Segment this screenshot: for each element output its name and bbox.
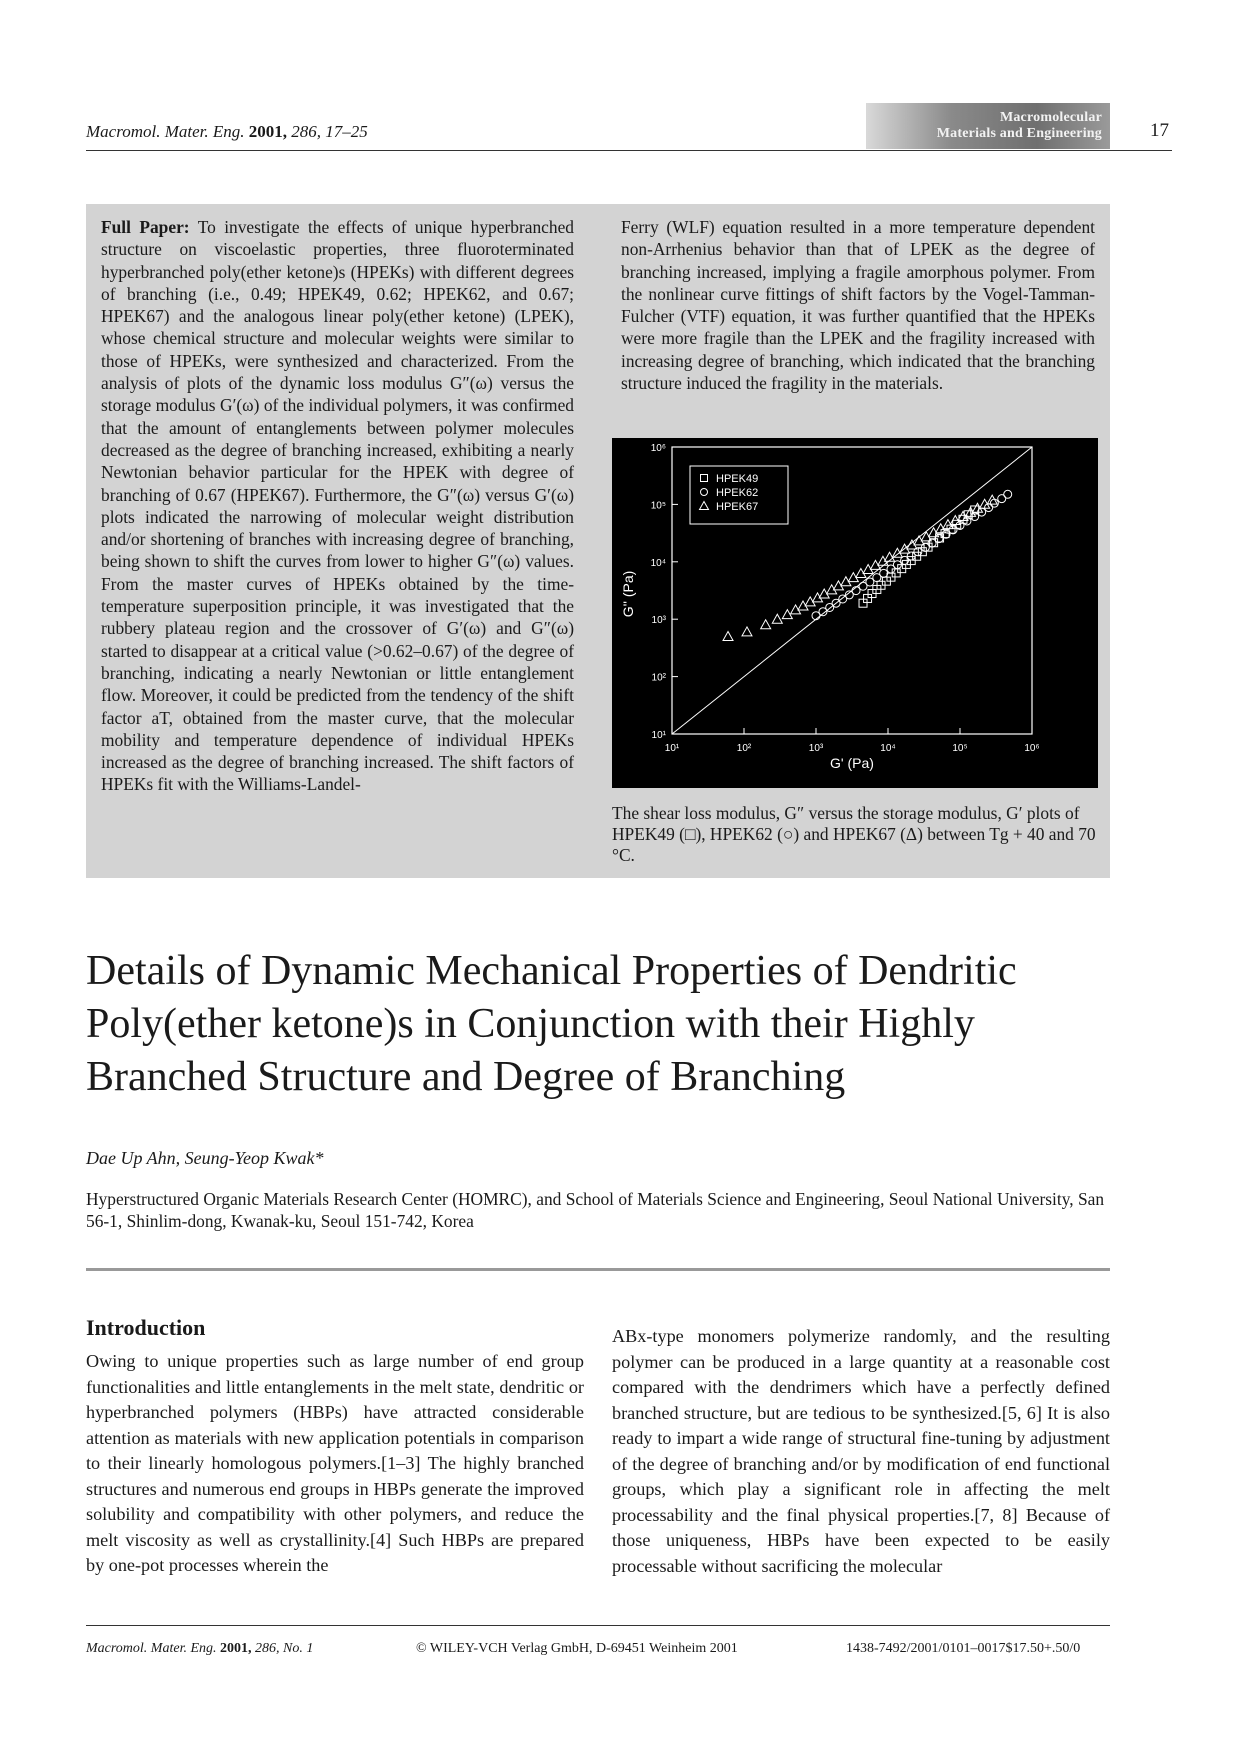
legend-label-hpek62: HPEK62: [716, 487, 759, 499]
legend-marker-hpek67: [700, 502, 709, 510]
title-rule: [86, 1268, 1110, 1271]
legend-marker-hpek62: [701, 489, 708, 496]
legend-label-hpek67: HPEK67: [716, 501, 759, 513]
journal-abbrev: Macromol. Mater. Eng.: [86, 122, 245, 141]
footer-journal: Macromol. Mater. Eng.: [86, 1641, 217, 1656]
data-point-hpek67: [791, 605, 801, 614]
data-point-hpek67: [761, 620, 771, 629]
journal-logo-line1: Macromolecular: [999, 110, 1102, 125]
journal-logo-line2: Materials and Engineering: [936, 126, 1102, 141]
x-tick-label: 10⁶: [1024, 743, 1040, 754]
y-axis-label: G'' (Pa): [620, 570, 636, 618]
affiliation: Hyperstructured Organic Materials Research Center (HOMRC), and School of Materials Science and Engineering, Seoul National University, San 56-1, Shinlim-dong, Kwanak-ku, Seoul 151-742, Korea: [86, 1189, 1105, 1231]
x-tick-label: 10³: [808, 743, 824, 754]
page-range: 17–25: [325, 122, 368, 141]
y-tick-label: 10⁶: [650, 443, 666, 454]
data-point-hpek62: [880, 569, 888, 577]
y-tick-label: 10⁵: [650, 500, 666, 512]
intro-right-column: ABx-type monomers polymerize randomly, and the resulting polymer can be produced in a large quantity at a reasonable cost compared with the dendrimers which have a perfectly defined branched structure, but are tedious to be synthesized.[5, 6] It is also ready to impart a wide range of structural fine-tuning by adjustment of the degree of branching and/or by modification of end functional groups, which play a significant role in affecting the melt processability and the final physical properties.[7, 8] Because of those uniqueness, HBPs have been expected to be easily processable without sacrificing the molecular: [612, 1326, 1110, 1576]
figure-panel: [612, 438, 1098, 788]
footer-rule: [86, 1625, 1110, 1626]
data-point-hpek67: [723, 631, 733, 640]
footer-year: 2001,: [220, 1641, 252, 1656]
title-line-1: Details of Dynamic Mechanical Properties of Dendritic: [86, 948, 1017, 994]
page-number: 17: [1150, 120, 1169, 141]
data-point-hpek62: [985, 504, 993, 512]
footer-publisher: © WILEY-VCH Verlag GmbH, D-69451 Weinheim 2001: [416, 1641, 738, 1656]
data-point-hpek67: [772, 614, 782, 623]
legend-label-hpek49: HPEK49: [716, 473, 759, 485]
y-tick-label: 10²: [651, 672, 666, 684]
footer-volume: 286, No. 1: [255, 1641, 314, 1656]
x-tick-label: 10⁴: [880, 743, 896, 754]
intro-left-column: Owing to unique properties such as large number of end group functionalities and little entanglements in the melt state, dendritic or hyperbranched polymers (HBPs) have attracted considerable attention as materials with new application potentials in comparison to their linearly homologous polymers.[1–3] The highly branched structures and numerous end groups in HBPs generate the improved solubility and compatibility with other polymers, and reduce the melt viscosity as well as crystallinity.[4] Such HBPs are prepared by one-pot processes wherein the: [86, 1351, 584, 1575]
y-tick-label: 10¹: [651, 730, 666, 741]
abstract-left-column: [101, 216, 574, 796]
title-line-3: Branched Structure and Degree of Branching: [86, 1054, 846, 1100]
volume: 286,: [291, 122, 321, 141]
journal-logo: [866, 103, 1110, 149]
abstract-lead: Full Paper:: [101, 217, 190, 237]
abstract-left-text: To investigate the effects of unique hyperbranched structure on viscoelastic properties, three fluoroterminated hyperbranched poly(ether ketone)s (HPEKs) with different degrees of branching (i.e., 0.49; HPEK49, 0.62; HPEK62, and 0.67; HPEK67) and the analogous linear poly(ether ketone) (LPEK), whose chemical structure and molecular weights were similar to those of HPEKs, were synthesized and characterized. From the analysis of plots of the dynamic loss modulus G″(ω) versus the storage modulus G′(ω) of the individual polymers, it was confirmed that the amount of entanglements between polymer molecules decreased as the degree of branching increased, exhibiting a nearly Newtonian behavior particular for the HPEK with degree of branching of 0.67 (HPEK67). Furthermore, the G″(ω) versus G′(ω) plots indicated the narrowing of molecular weight distribution and/or shortening of branches with increasing degree of branching, being shown to shift the curves from lower to higher G″(ω) values. From the master curves of HPEKs obtained by the time-temperature superposition principle, it was investigated that the rubbery plateau region and the crossover of G′(ω) and G″(ω) started to disappear at a critical value (>0.62–0.67) of the degree of branching, indicating a nearly Newtonian or little entanglement flow. Moreover, it could be predicted from the tendency of the shift factor aT, obtained from the master curve, that the molecular mobility and temperature dependence of individual HPEKs increased as the degree of branching increased. The shift factors of HPEKs fit with the Williams-Landel-: [101, 217, 574, 795]
abstract-right-text: Ferry (WLF) equation resulted in a more temperature dependent non-Arrhenius behavior than that of LPEK as the degree of branching increased, implying a fragile amorphous polymer. From the nonlinear curve fittings of shift factors by the Vogel-Tamman-Fulcher (VTF) equation, it was further quantified that the HPEKs were more fragile than the LPEK and the fragility increased with increasing degree of branching, which indicated that the branching structure induced the fragility in the materials.: [621, 217, 1095, 394]
x-tick-label: 10²: [736, 743, 752, 754]
y-tick-label: 10³: [651, 615, 666, 627]
footer-citation: [86, 1641, 313, 1657]
x-tick-label: 10⁵: [952, 743, 968, 754]
data-point-hpek49: [859, 599, 867, 607]
authors: Dae Up Ahn, Seung-Yeop Kwak*: [86, 1148, 324, 1168]
x-tick-label: 10¹: [664, 743, 680, 754]
data-point-hpek62: [1004, 490, 1012, 498]
running-head: [86, 122, 368, 142]
figure-caption: The shear loss modulus, G″ versus the storage modulus, G′ plots of HPEK49 (□), HPEK62 (○) and HPEK67 (Δ) between Tg + 40 and 70 °C.: [612, 803, 1096, 865]
legend-marker-hpek49: [701, 475, 708, 482]
data-point-hpek67: [742, 627, 752, 636]
y-tick-label: 10⁴: [650, 557, 666, 569]
x-axis-label: G' (Pa): [830, 755, 874, 771]
footer-issn: 1438-7492/2001/0101–0017$17.50+.50/0: [846, 1641, 1081, 1656]
header-rule: [86, 150, 1172, 151]
year: 2001,: [248, 122, 287, 141]
article-title: [86, 945, 1126, 1104]
scatter-chart: [612, 438, 1098, 788]
section-heading-introduction: Introduction: [86, 1315, 206, 1340]
title-line-2: Poly(ether ketone)s in Conjunction with their Highly: [86, 1001, 975, 1047]
